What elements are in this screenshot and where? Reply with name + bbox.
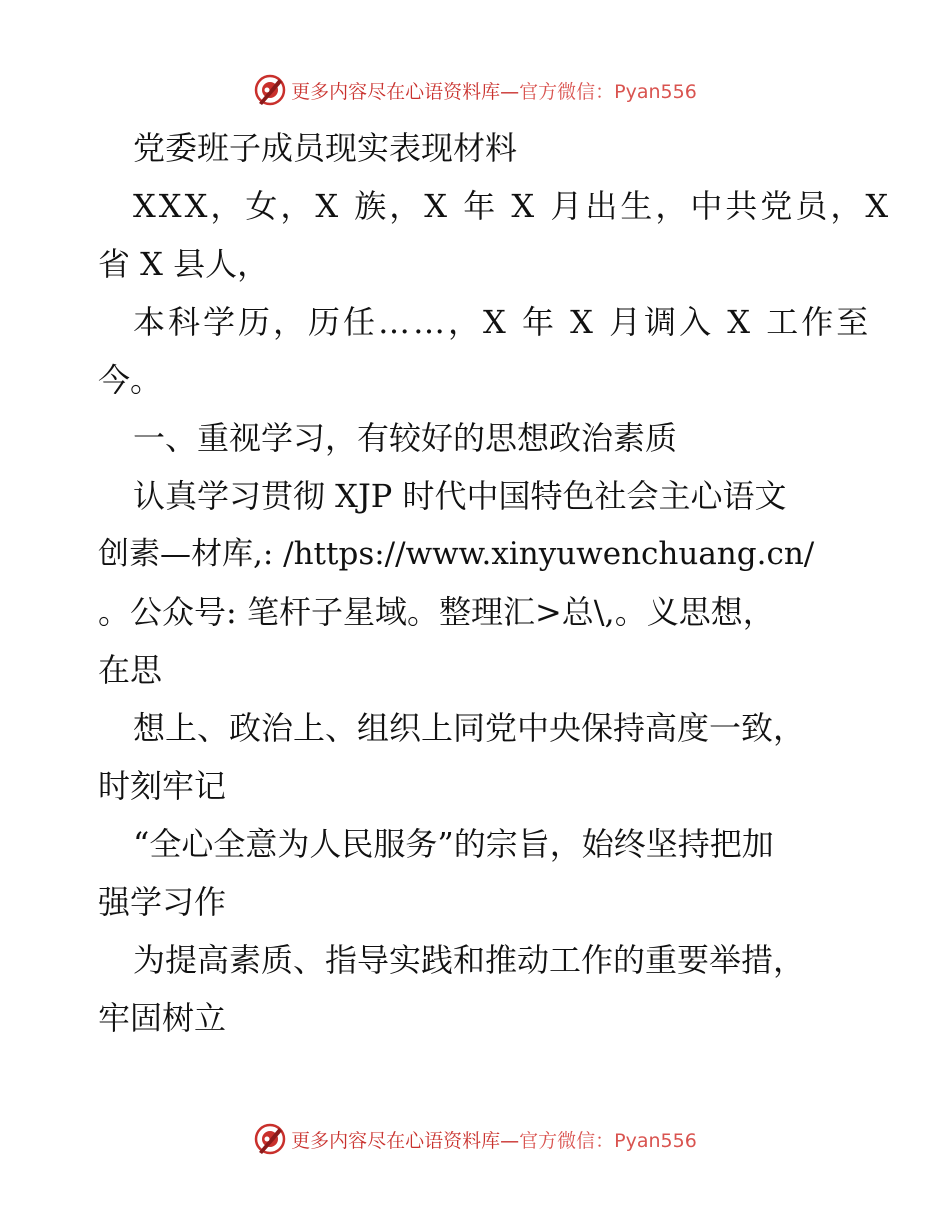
paragraph-line: 本科学历，历任……，X 年 X 月调入 X 工作至 bbox=[133, 303, 872, 341]
paragraph-line: 牢固树立 bbox=[98, 999, 227, 1037]
paragraph-line: 。公众号: 笔杆子星域。整理汇>总\,。义思想， bbox=[98, 593, 775, 631]
banner-wechat: 官方微信：Pyan556 bbox=[519, 1129, 697, 1152]
paragraph-line: 创素—材库,: /https://www.xinyuwenchuang.cn/ bbox=[98, 536, 815, 572]
footer-banner bbox=[0, 1119, 950, 1159]
paragraph-line: 时刻牢记 bbox=[98, 767, 227, 805]
paragraph-line: 今。 bbox=[98, 361, 163, 399]
paragraph-line: XXX，女，X 族，X 年 X 月出生，中共党员，X bbox=[133, 187, 892, 225]
paragraph-line: 想上、政治上、组织上同党中央保持高度一致， bbox=[133, 709, 806, 747]
document-title: 党委班子成员现实表现材料 bbox=[133, 129, 518, 167]
banner-text: 更多内容尽在心语资料库— bbox=[291, 80, 520, 103]
section-heading: 一、重视学习，有较好的思想政治素质 bbox=[133, 419, 678, 457]
paragraph-line: 强学习作 bbox=[98, 883, 227, 921]
paragraph-line: “全心全意为人民服务”的宗旨，始终坚持把加 bbox=[133, 825, 774, 863]
paragraph-line: 在思 bbox=[98, 651, 163, 689]
paragraph-line: 省 X 县人， bbox=[98, 245, 270, 283]
paragraph-line: 为提高素质、指导实践和推动工作的重要举措， bbox=[133, 941, 806, 979]
pen-logo-icon bbox=[253, 1122, 287, 1156]
paragraph-line: 认真学习贯彻 XJP 时代中国特色社会主心语文 bbox=[133, 477, 787, 515]
banner-wechat: 官方微信：Pyan556 bbox=[519, 80, 697, 103]
banner-text: 更多内容尽在心语资料库— bbox=[291, 1129, 520, 1152]
